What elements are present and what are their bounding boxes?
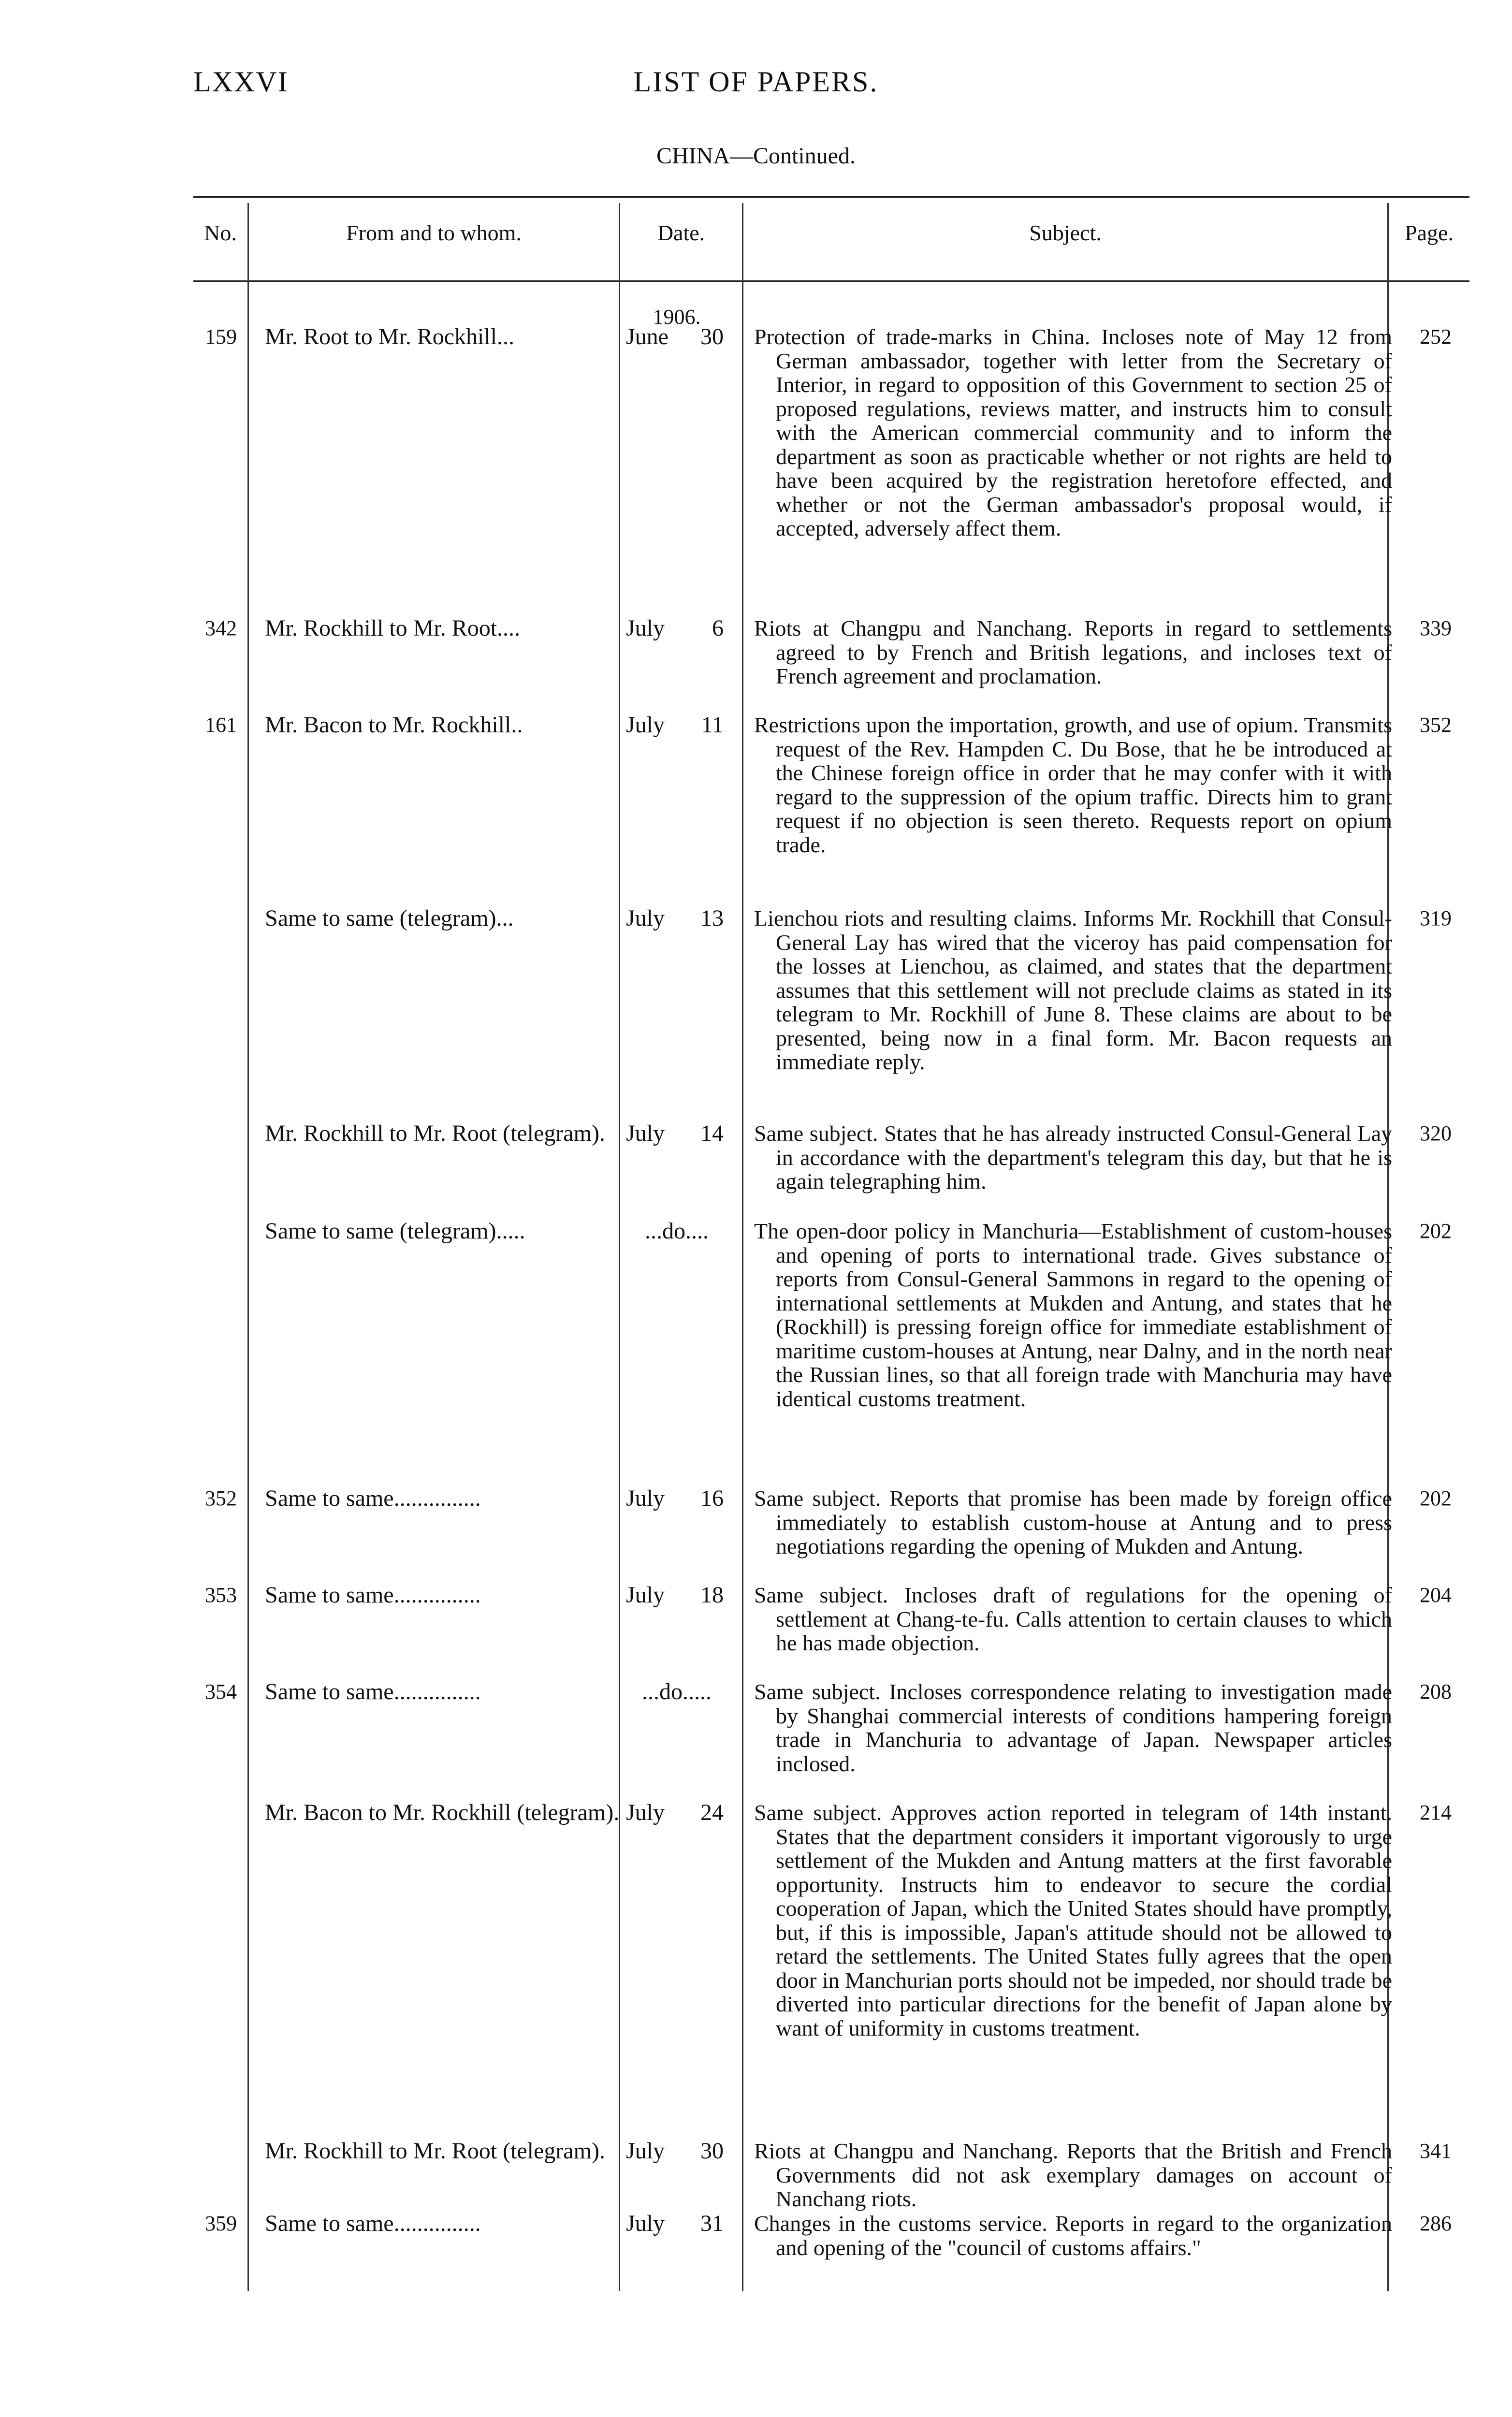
- row-number: 354: [205, 1680, 237, 1704]
- column-header-no: No.: [204, 220, 237, 245]
- header-bottom-rule: [193, 280, 1469, 282]
- row-page: 204: [1420, 1583, 1452, 1607]
- row-subject: Riots at Changpu and Nanchang. Reports in regard to settlements agreed to by French and British legations, and incloses text of French agreement and proclamation.: [754, 616, 1392, 688]
- row-subject: Same subject. Incloses draft of regulations for the opening of settlement at Chang-te-fu. Calls attention to certain clauses to which he has made objection.: [754, 1583, 1392, 1655]
- row-page: 202: [1420, 1486, 1452, 1510]
- row-from-to: Same to same (telegram)...: [265, 905, 514, 931]
- row-subject: Riots at Changpu and Nanchang. Reports that the British and French Governments did not ask exemplary damages on account of Nanchang riots.: [754, 2139, 1392, 2211]
- roman-page-number: LXXVI: [193, 66, 289, 98]
- table-top-rule: [193, 196, 1469, 198]
- row-page: 319: [1420, 906, 1452, 930]
- row-subject: Same subject. Reports that promise has been made by foreign office immediately to establish custom-house at Antung and to press negotiations regarding the opening of Mukden and Antung.: [754, 1486, 1392, 1558]
- row-page: 252: [1420, 325, 1452, 349]
- row-from-to: Mr. Bacon to Mr. Rockhill..: [265, 712, 523, 738]
- row-number: 342: [205, 616, 237, 640]
- row-number: 353: [205, 1583, 237, 1607]
- row-date: July 16: [626, 1485, 724, 1511]
- row-subject: Lienchou riots and resulting claims. Informs Mr. Rockhill that Consul-General Lay has wired that the viceroy has paid compensation for the losses at Lienchou, as claimed, and states that the department assumes that this settlement will not preclude claims as stated in its telegram to Mr. Rockhill of June 8. These claims are about to be presented, being now in a final form. Mr. Bacon requests an immediate reply.: [754, 906, 1392, 1074]
- row-from-to: Same to same...............: [265, 1485, 481, 1511]
- row-date: July 13: [626, 905, 724, 931]
- row-number: 161: [205, 713, 237, 737]
- column-header-page: Page.: [1405, 220, 1454, 245]
- column-divider: [247, 203, 249, 2291]
- row-from-to: Same to same...............: [265, 1679, 481, 1704]
- row-page: 352: [1420, 713, 1452, 737]
- row-date: July 14: [626, 1121, 724, 1146]
- column-divider: [742, 203, 743, 2291]
- row-date: July 18: [626, 1582, 724, 1608]
- row-number: 159: [205, 325, 237, 349]
- row-subject: Changes in the customs service. Reports in regard to the organization and opening of the "council of customs affairs.": [754, 2211, 1392, 2260]
- row-date: July 6: [626, 615, 724, 641]
- row-date: July 30: [626, 2138, 724, 2164]
- column-header-subject: Subject.: [1029, 220, 1102, 245]
- row-subject: Restrictions upon the importation, growth, and use of opium. Transmits request of the Rev. Hampden C. Du Bose, that he be introduced at the Chinese foreign office in order that he may confer with it with regard to the suppression of the opium traffic. Directs him to grant request if no objection is seen thereto. Requests report on opium trade.: [754, 713, 1392, 857]
- row-subject: Protection of trade-marks in China. Incloses note of May 12 from German ambassador, together with letter from the Secretary of Interior, in regard to opposition of this Government to section 25 of proposed regulations, reviews matter, and instructs him to consult with the American commercial community and to inform the department as soon as practicable whether or not rights are held to have been acquired by the registration heretofore effected, and whether or not the German ambassador's proposal would, if accepted, adversely affect them.: [754, 324, 1392, 540]
- row-page: 214: [1420, 1801, 1452, 1824]
- row-from-to: Same to same...............: [265, 2211, 481, 2236]
- row-date: ...do....: [645, 1218, 709, 1244]
- row-number: 352: [205, 1486, 237, 1510]
- row-page: 320: [1420, 1121, 1452, 1145]
- row-from-to: Mr. Bacon to Mr. Rockhill (telegram).: [265, 1800, 620, 1825]
- row-subject: Same subject. Approves action reported in telegram of 14th instant. States that the department considers it important vigorously to urge settlement of the Mukden and Antung matters at the first favorable opportunity. Instructs him to endeavor to secure the cordial cooperation of Japan, which the United States should have promptly, but, if this is impossible, Japan's attitude should not be allowed to retard the settlements. The United States fully agrees that the open door in Manchurian ports should not be impeded, nor should trade be diverted into particular directions for the benefit of Japan alone by want of uniformity in customs treatment.: [754, 1800, 1392, 2040]
- row-date: ...do.....: [642, 1679, 712, 1704]
- row-from-to: Mr. Rockhill to Mr. Root (telegram).: [265, 2138, 605, 2164]
- column-divider: [619, 203, 620, 2291]
- row-page: 202: [1420, 1219, 1452, 1243]
- row-subject: Same subject. Incloses correspondence relating to investigation made by Shanghai commercial interests of conditions hampering foreign trade in Manchuria to advantage of Japan. Newspaper articles inclosed.: [754, 1679, 1392, 1776]
- row-subject: Same subject. States that he has already instructed Consul-General Lay in accordance with the department's telegram this day, but that he is again telegraphing him.: [754, 1121, 1392, 1194]
- page-subtitle: CHINA—Continued.: [656, 143, 856, 169]
- row-from-to: Same to same (telegram).....: [265, 1218, 525, 1244]
- row-page: 339: [1420, 616, 1452, 640]
- year-label: 1906.: [653, 305, 701, 329]
- row-date: July 24: [626, 1800, 724, 1825]
- row-from-to: Same to same...............: [265, 1582, 481, 1608]
- row-date: June 30: [626, 324, 724, 349]
- row-from-to: Mr. Rockhill to Mr. Root....: [265, 615, 521, 641]
- row-date: July 11: [626, 712, 724, 738]
- row-date: July 31: [626, 2211, 724, 2236]
- row-page: 286: [1420, 2212, 1452, 2235]
- row-subject: The open-door policy in Manchuria—Establishment of custom-houses and opening of ports to international trade. Gives substance of reports from Consul-General Sammons in regard to the opening of international settlements at Mukden and Antung, and states that he (Rockhill) is pressing foreign office for immediate establishment of maritime custom-houses at Antung, near Dalny, and in the north near the Russian lines, so that all foreign trade with Manchuria may have identical customs treatment.: [754, 1219, 1392, 1411]
- row-number: 359: [205, 2212, 237, 2235]
- row-from-to: Mr. Root to Mr. Rockhill...: [265, 324, 515, 349]
- column-header-from-to: From and to whom.: [346, 220, 522, 245]
- row-page: 208: [1420, 1680, 1452, 1704]
- column-header-date: Date.: [657, 220, 705, 245]
- page-title: LIST OF PAPERS.: [633, 66, 879, 98]
- row-page: 341: [1420, 2139, 1452, 2163]
- row-from-to: Mr. Rockhill to Mr. Root (telegram).: [265, 1121, 605, 1146]
